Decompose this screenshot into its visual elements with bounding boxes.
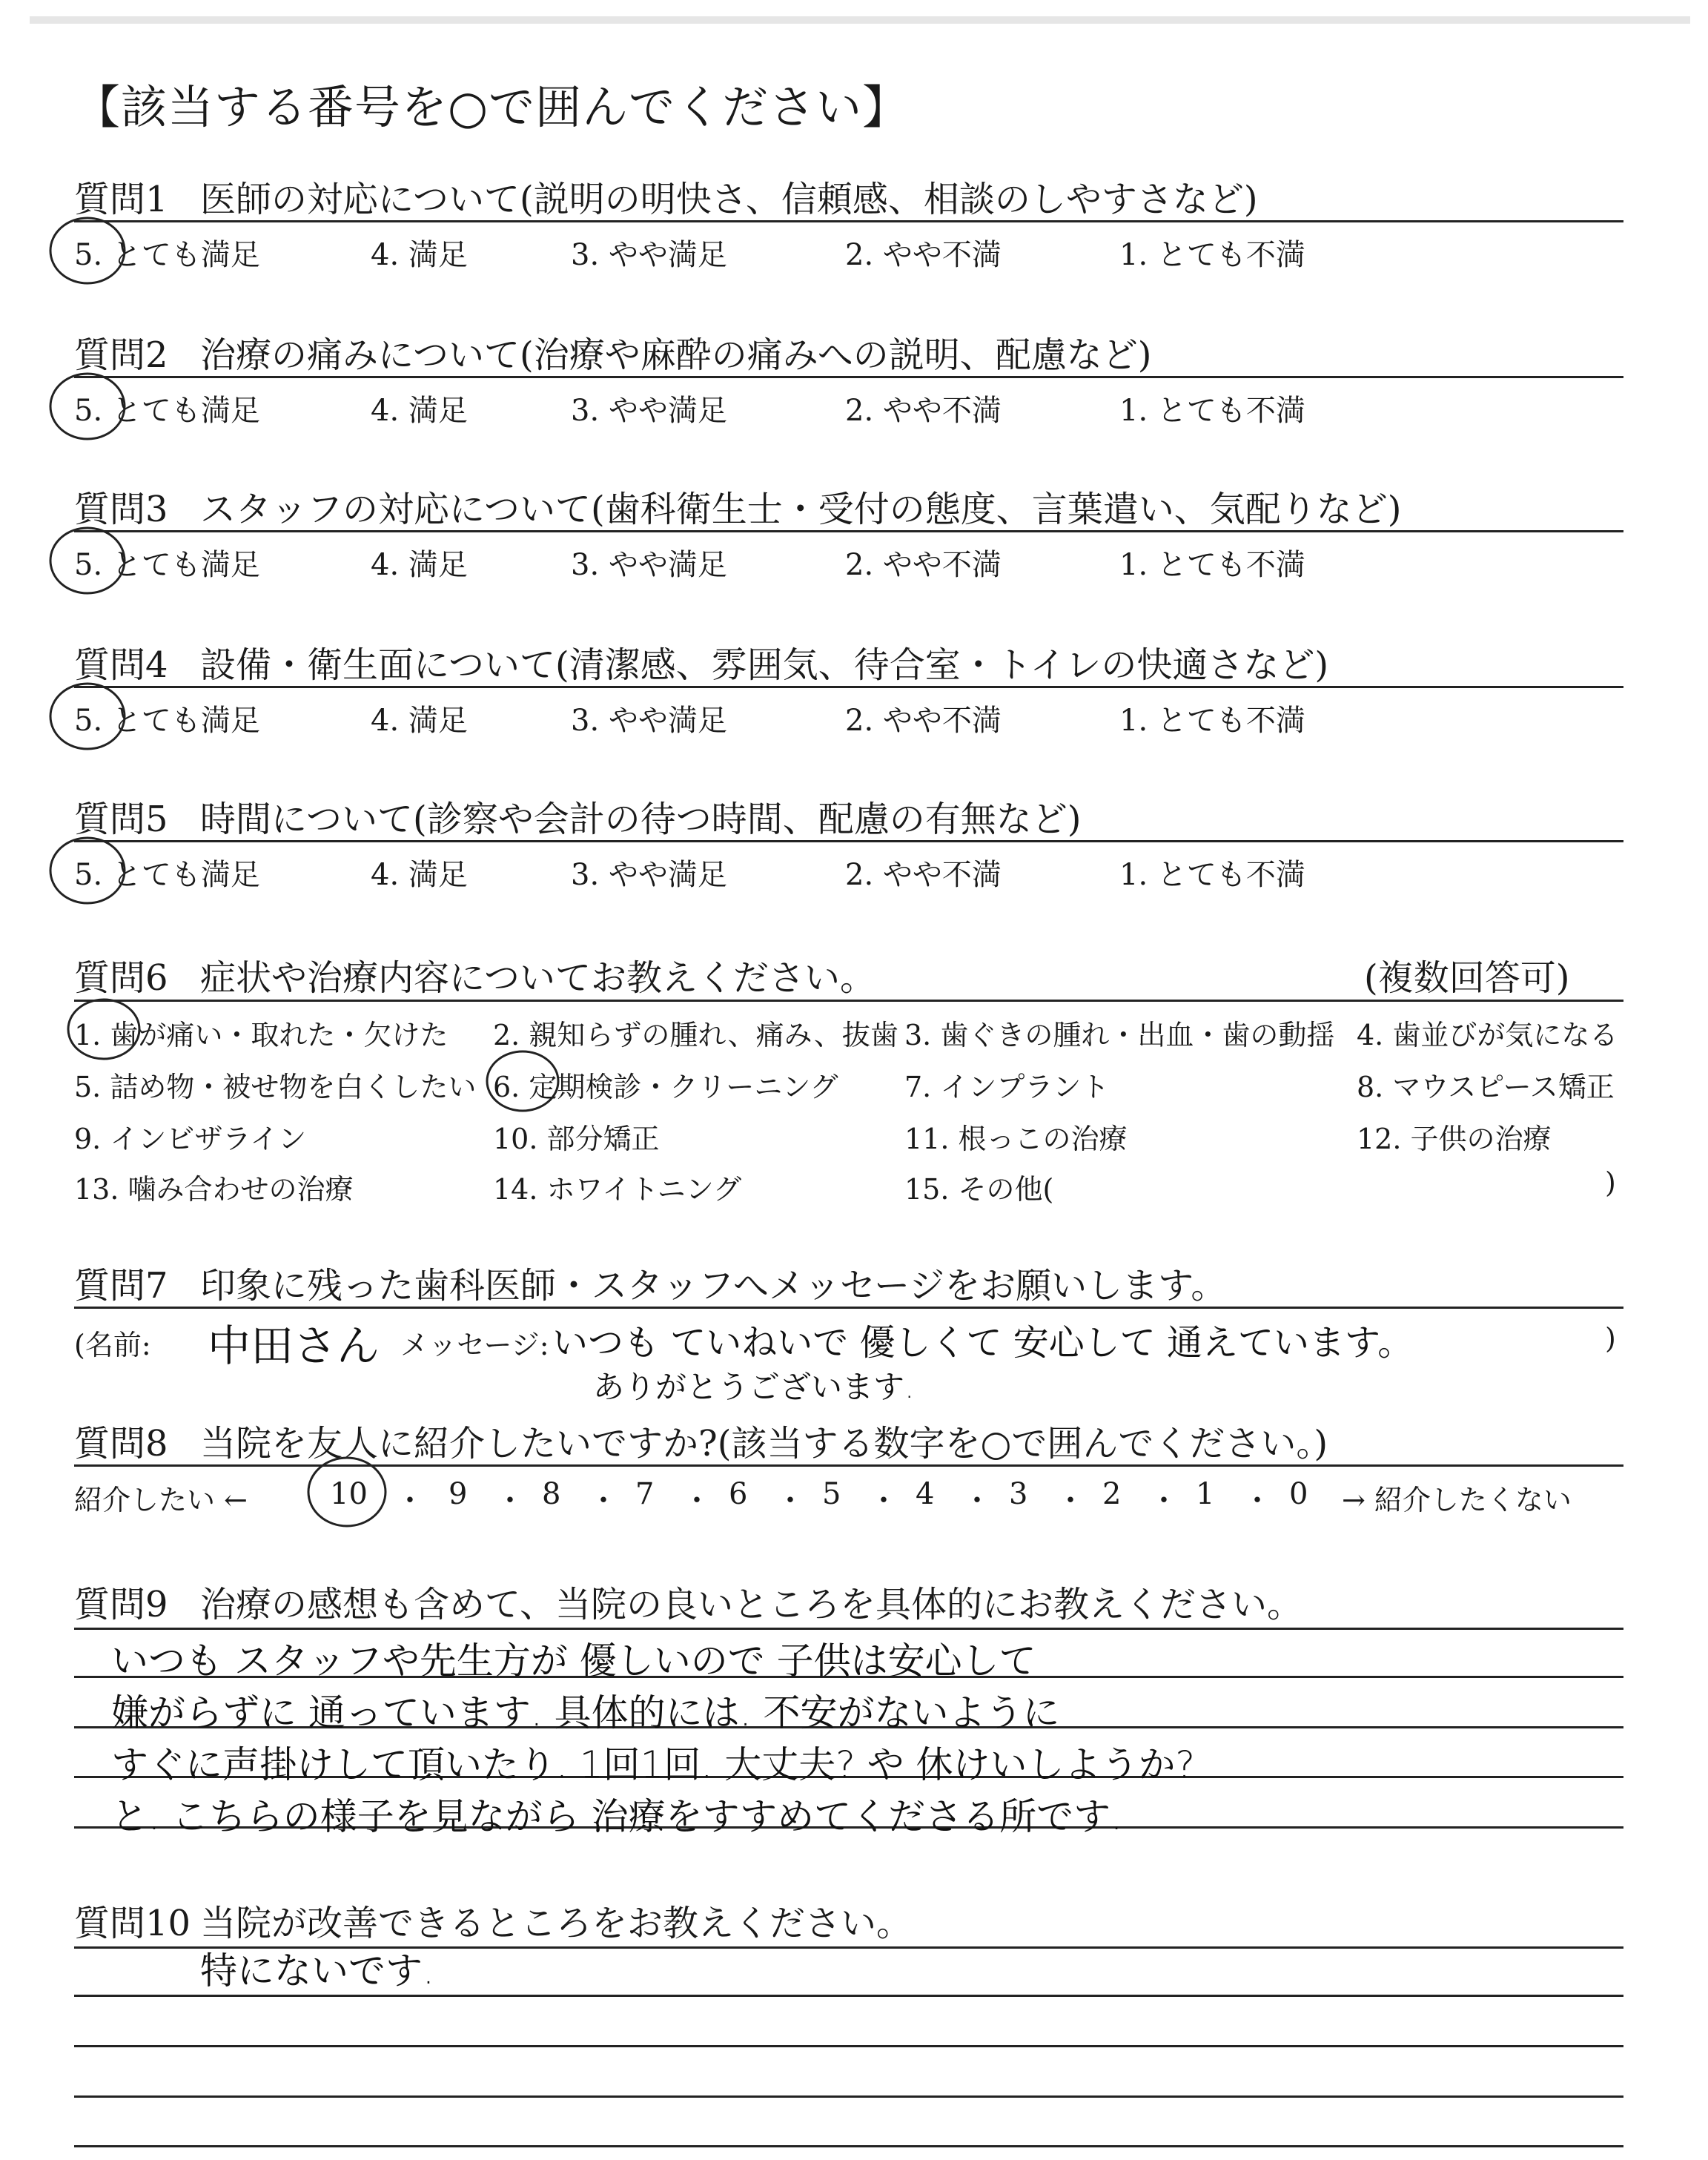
q8-scale-0[interactable]: 0 xyxy=(1289,1477,1308,1511)
scan-top-edge xyxy=(30,16,1690,24)
q3-option-1[interactable]: 1. とても不満 xyxy=(1119,548,1305,582)
q10-answer[interactable]: 特にないです. xyxy=(200,1949,434,1992)
q6-option-12[interactable]: 12. 子供の治療 xyxy=(1357,1123,1552,1155)
q5-option-2[interactable]: 2. やや不満 xyxy=(845,858,1002,892)
q4-option-2[interactable]: 2. やや不満 xyxy=(845,704,1002,738)
q8-scale-separator: ・ xyxy=(495,1484,525,1518)
q2-option-2[interactable]: 2. やや不満 xyxy=(845,394,1002,428)
q5-label: 質問5 xyxy=(74,799,168,840)
q6-note: (複数回答可) xyxy=(1364,957,1570,999)
q7-message-line1[interactable]: いつも ていねいで 優しくて 安心して 通えています。 xyxy=(552,1322,1414,1364)
q8-text: 当院を友人に紹介したいですか?(該当する数字を○で囲んでください。) xyxy=(200,1423,1328,1464)
q6-option-15[interactable]: 15. その他( xyxy=(904,1173,1054,1206)
q3-text: スタッフの対応について(歯科衛生士・受付の態度、言葉遣い、気配りなど) xyxy=(200,489,1402,530)
q5-heading xyxy=(74,790,1082,842)
q9-answer-text-3[interactable]: すぐに声掛けして頂いたり. 1回1回. 大丈夫? や 休けいしようか? xyxy=(111,1743,1196,1786)
q8-scale-separator: ・ xyxy=(869,1484,898,1518)
q8-scale-separator: ・ xyxy=(1149,1484,1179,1518)
q6-option-11[interactable]: 11. 根っこの治療 xyxy=(904,1123,1128,1155)
q8-scale-1[interactable]: 1 xyxy=(1196,1477,1215,1511)
q6-option-14[interactable]: 14. ホワイトニング xyxy=(493,1173,742,1206)
q10-label: 質問10 xyxy=(74,1903,191,1944)
q6-label: 質問6 xyxy=(74,957,168,999)
q8-scale-4[interactable]: 4 xyxy=(916,1477,935,1511)
q1-heading xyxy=(74,171,1258,222)
q3-rule xyxy=(74,530,1623,532)
q5-option-4[interactable]: 4. 満足 xyxy=(371,858,468,892)
q6-other-close-paren: ) xyxy=(1605,1166,1616,1199)
q8-left-label: 紹介したい ← xyxy=(74,1484,248,1516)
q5-option-3[interactable]: 3. やや満足 xyxy=(571,858,727,892)
q8-scale-7[interactable]: 7 xyxy=(635,1477,655,1511)
q1-option-1[interactable]: 1. とても不満 xyxy=(1119,238,1305,272)
q1-option-2[interactable]: 2. やや不満 xyxy=(845,238,1002,272)
q8-scale-10[interactable]: 10 xyxy=(330,1477,368,1511)
q8-scale-separator: ・ xyxy=(589,1484,618,1518)
q6-heading xyxy=(74,949,875,1000)
q9-label: 質問9 xyxy=(74,1584,168,1625)
q10-text: 当院が改善できるところをお教えください。 xyxy=(200,1903,913,1944)
q4-option-5[interactable]: 5. とても満足 xyxy=(74,704,260,738)
q3-label: 質問3 xyxy=(74,489,168,530)
q7-rule xyxy=(74,1307,1623,1309)
q4-text: 設備・衛生面について(清潔感、雰囲気、待合室・トイレの快適さなど) xyxy=(200,644,1329,686)
q4-heading xyxy=(74,636,1328,687)
q1-option-3[interactable]: 3. やや満足 xyxy=(571,238,727,272)
q1-option-5[interactable]: 5. とても満足 xyxy=(74,238,260,272)
q8-scale-8[interactable]: 8 xyxy=(542,1477,561,1511)
q6-option-1[interactable]: 1. 歯が痛い・取れた・欠けた xyxy=(74,1019,448,1051)
q2-text: 治療の痛みについて(治療や麻酔の痛みへの説明、配慮など) xyxy=(200,334,1152,376)
q9-text: 治療の感想も含めて、当院の良いところを具体的にお教えください。 xyxy=(200,1584,1303,1625)
q4-option-4[interactable]: 4. 満足 xyxy=(371,704,468,738)
q6-option-3[interactable]: 3. 歯ぐきの腫れ・出血・歯の動揺 xyxy=(904,1019,1335,1051)
form-title: 【該当する番号を○で囲んでください】 xyxy=(74,80,910,134)
q8-scale-9[interactable]: 9 xyxy=(448,1477,468,1511)
q7-close-paren: ) xyxy=(1605,1322,1616,1355)
q6-option-6[interactable]: 6. 定期検診・クリーニング xyxy=(493,1071,838,1103)
q7-name-value[interactable]: 中田さん xyxy=(208,1321,380,1371)
q5-rule xyxy=(74,840,1623,842)
q7-message-line2[interactable]: ありがとうございます. xyxy=(593,1369,915,1405)
q9-answer-text-4[interactable]: と. こちらの様子を見ながら 治療をすすめてくださる所です. xyxy=(111,1795,1123,1838)
q10-answer-line-2 xyxy=(74,1995,1623,1997)
q4-rule xyxy=(74,686,1623,688)
q2-option-4[interactable]: 4. 満足 xyxy=(371,394,468,428)
q7-heading xyxy=(74,1257,1226,1308)
q5-text: 時間について(診察や会計の待つ時間、配慮の有無など) xyxy=(200,799,1082,840)
q2-heading xyxy=(74,326,1152,377)
q8-label: 質問8 xyxy=(74,1423,168,1464)
q10-answer-line-3 xyxy=(74,2045,1623,2047)
q6-option-9[interactable]: 9. インビザライン xyxy=(74,1123,307,1155)
q8-scale-separator: ・ xyxy=(682,1484,712,1518)
q8-scale-separator: ・ xyxy=(395,1484,425,1518)
q4-option-3[interactable]: 3. やや満足 xyxy=(571,704,727,738)
q6-option-2[interactable]: 2. 親知らずの腫れ、痛み、抜歯 xyxy=(493,1019,898,1051)
q3-option-5[interactable]: 5. とても満足 xyxy=(74,548,260,582)
q6-option-7[interactable]: 7. インプラント xyxy=(904,1071,1110,1103)
q2-label: 質問2 xyxy=(74,334,168,376)
q8-rule xyxy=(74,1464,1623,1467)
q10-answer-line-4 xyxy=(74,2095,1623,2098)
q6-text: 症状や治療内容についてお教えください。 xyxy=(200,957,876,999)
q2-rule xyxy=(74,376,1623,378)
q4-label: 質問4 xyxy=(74,644,168,686)
q6-option-13[interactable]: 13. 噛み合わせの治療 xyxy=(74,1173,354,1206)
q6-option-4[interactable]: 4. 歯並びが気になる xyxy=(1357,1019,1618,1051)
q1-label: 質問1 xyxy=(74,179,168,220)
q2-option-1[interactable]: 1. とても不満 xyxy=(1119,394,1305,428)
q10-answer-line-5 xyxy=(74,2145,1623,2147)
q9-answer-text-2[interactable]: 嫌がらずに 通っています. 具体的には. 不安がないように xyxy=(111,1691,1060,1734)
q1-text: 医師の対応について(説明の明快さ、信頼感、相談のしやすさなど) xyxy=(200,179,1258,220)
q3-option-2[interactable]: 2. やや不満 xyxy=(845,548,1002,582)
q3-option-4[interactable]: 4. 満足 xyxy=(371,548,468,582)
q10-heading xyxy=(74,1895,912,1946)
q9-answer-text-1[interactable]: いつも スタッフや先生方が 優しいので 子供は安心して xyxy=(111,1639,1036,1682)
q1-rule xyxy=(74,220,1623,222)
q8-right-label: → 紹介したくない xyxy=(1342,1484,1572,1516)
q8-scale-separator: ・ xyxy=(1056,1484,1085,1518)
q4-option-1[interactable]: 1. とても不満 xyxy=(1119,704,1305,738)
q3-option-3[interactable]: 3. やや満足 xyxy=(571,548,727,582)
q5-option-5[interactable]: 5. とても満足 xyxy=(74,858,260,892)
q8-scale-separator: ・ xyxy=(775,1484,805,1518)
q8-scale-separator: ・ xyxy=(1242,1484,1272,1518)
q8-heading xyxy=(74,1415,1328,1466)
q7-name-label: (名前: xyxy=(74,1329,151,1361)
q6-option-5[interactable]: 5. 詰め物・被せ物を白くしたい xyxy=(74,1071,477,1103)
q7-message-label: メッセージ: xyxy=(400,1329,549,1361)
q9-answer-line-1 xyxy=(74,1628,1623,1630)
q3-heading xyxy=(74,480,1402,532)
q6-rule xyxy=(74,1000,1623,1002)
q7-text: 印象に残った歯科医師・スタッフへメッセージをお願いします。 xyxy=(200,1265,1227,1307)
q2-option-3[interactable]: 3. やや満足 xyxy=(571,394,727,428)
q6-option-10[interactable]: 10. 部分矯正 xyxy=(493,1123,660,1155)
q8-scale-5[interactable]: 5 xyxy=(822,1477,841,1511)
q2-option-5[interactable]: 5. とても満足 xyxy=(74,394,260,428)
q6-option-8[interactable]: 8. マウスピース矯正 xyxy=(1357,1071,1615,1103)
q9-heading xyxy=(74,1576,1302,1627)
q8-scale-2[interactable]: 2 xyxy=(1102,1477,1122,1511)
q8-scale-separator: ・ xyxy=(962,1484,992,1518)
q7-label: 質問7 xyxy=(74,1265,168,1307)
q5-option-1[interactable]: 1. とても不満 xyxy=(1119,858,1305,892)
q8-scale-6[interactable]: 6 xyxy=(729,1477,748,1511)
q1-option-4[interactable]: 4. 満足 xyxy=(371,238,468,272)
q8-scale-3[interactable]: 3 xyxy=(1009,1477,1028,1511)
